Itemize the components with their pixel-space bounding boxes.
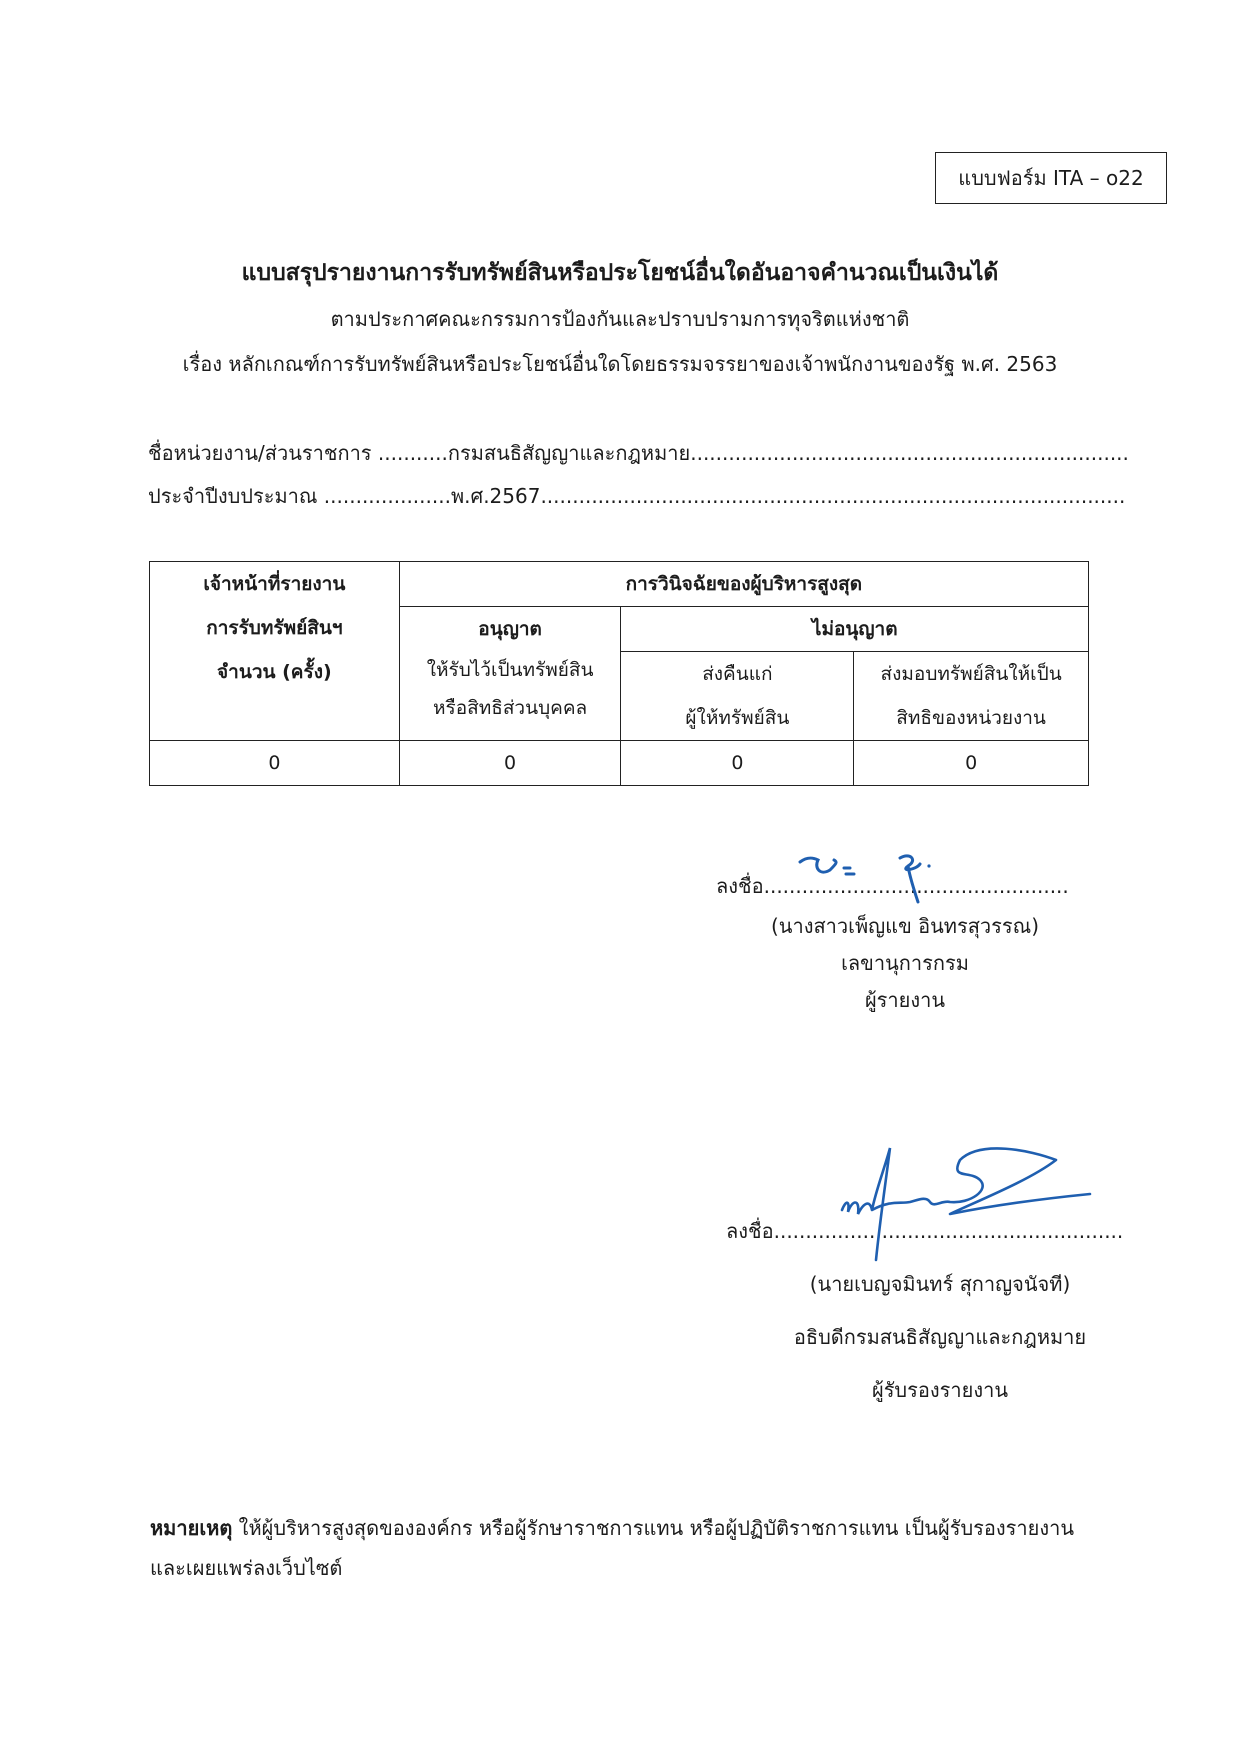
agency-value: กรมสนธิสัญญาและกฎหมาย [447, 441, 691, 465]
table-row [150, 741, 1089, 786]
agency-dots-after: ..................................................................... [690, 441, 1129, 465]
note-text: ให้ผู้บริหารสูงสุดขององค์กร หรือผู้รักษาราชการแทน หรือผู้ปฏิบัติราชการแทน เป็นผู้รับรองรายงานและเผยแพร่ลงเว็บไซต์ [150, 1516, 1075, 1580]
transfer-header-line1: ส่งมอบทรัพย์สินให้เป็น [880, 663, 1062, 685]
signature-1-handwriting [790, 850, 950, 910]
allow-desc-line2: หรือสิทธิส่วนบุคคล [432, 697, 588, 719]
signature-2-label: ลงชื่อ [726, 1219, 774, 1243]
agency-label: ชื่อหน่วยงาน/ส่วนราชการ [148, 441, 372, 465]
signature-2-details [770, 1258, 1110, 1417]
allow-header-cell [399, 607, 621, 741]
transfer-count-value: 0 [854, 741, 1089, 786]
signature-2-name: (นายเบญจมินทร์ สุกาญจนัจที) [809, 1272, 1071, 1296]
signature-1-dots: ................................................ [763, 874, 1069, 898]
officer-count-value: 0 [150, 741, 400, 786]
allow-count-value: 0 [399, 741, 621, 786]
signature-1-label: ลงชื่อ [716, 874, 764, 898]
note [150, 1508, 1090, 1588]
signature-2-position: อธิบดีกรมสนธิสัญญาและกฎหมาย [793, 1325, 1087, 1349]
form-code-box: แบบฟอร์ม ITA – o22 [935, 152, 1167, 204]
return-header-line2: ผู้ให้ทรัพย์สิน [685, 707, 790, 729]
officer-count-header-line2: การรับทรัพย์สินฯ [206, 617, 343, 639]
document-title: แบบสรุปรายงานการรับทรัพย์สินหรือประโยชน์อื่นใดอันอาจคำนวณเป็นเงินได้ [241, 260, 999, 286]
signature-2-handwriting [830, 1130, 1090, 1270]
signature-1-role: ผู้รายงาน [864, 988, 946, 1012]
fiscal-year-dots-after: ............................................................................................ [540, 484, 1126, 508]
signature-2-role: ผู้รับรองรายงาน [871, 1378, 1009, 1402]
officer-count-header [150, 562, 400, 741]
officer-count-header-line3: จำนวน (ครั้ง) [217, 661, 332, 683]
deny-header: ไม่อนุญาต [621, 607, 1089, 652]
note-label: หมายเหตุ [150, 1516, 233, 1540]
decision-header: การวินิจฉัยของผู้บริหารสูงสุด [399, 562, 1088, 607]
fiscal-year-label: ประจำปีงบประมาณ [148, 484, 318, 508]
allow-header: อนุญาต [478, 618, 542, 640]
return-to-giver-header [621, 652, 854, 741]
return-header-line1: ส่งคืนแก่ [702, 663, 773, 685]
allow-desc-line1: ให้รับไว้เป็นทรัพย์สิน [426, 659, 594, 681]
signature-1-details [730, 908, 1080, 1019]
signature-2-dots: ....................................................... [773, 1219, 1124, 1243]
agency-dots-before: ........... [377, 441, 448, 465]
subtitle-announcement: ตามประกาศคณะกรรมการป้องกันและปราบปรามการทุจริตแห่งชาติ [330, 307, 910, 331]
officer-count-header-line1: เจ้าหน้าที่รายงาน [203, 573, 346, 595]
transfer-to-agency-header [854, 652, 1089, 741]
agency-line [148, 437, 1129, 469]
signature-1-name: (นางสาวเพ็ญแข อินทรสุวรรณ) [770, 914, 1039, 938]
fiscal-year-value: พ.ศ.2567 [450, 484, 541, 508]
subtitle-subject: เรื่อง หลักเกณฑ์การรับทรัพย์สินหรือประโยชน์อื่นใดโดยธรรมจรรยาของเจ้าพนักงานของรัฐ พ.ศ. 2563 [182, 352, 1058, 376]
report-table [149, 561, 1089, 786]
fiscal-year-dots-before: .................... [323, 484, 451, 508]
signature-1-position: เลขานุการกรม [841, 951, 969, 975]
return-count-value: 0 [621, 741, 854, 786]
transfer-header-line2: สิทธิของหน่วยงาน [896, 707, 1046, 729]
fiscal-year-line [148, 480, 1125, 512]
